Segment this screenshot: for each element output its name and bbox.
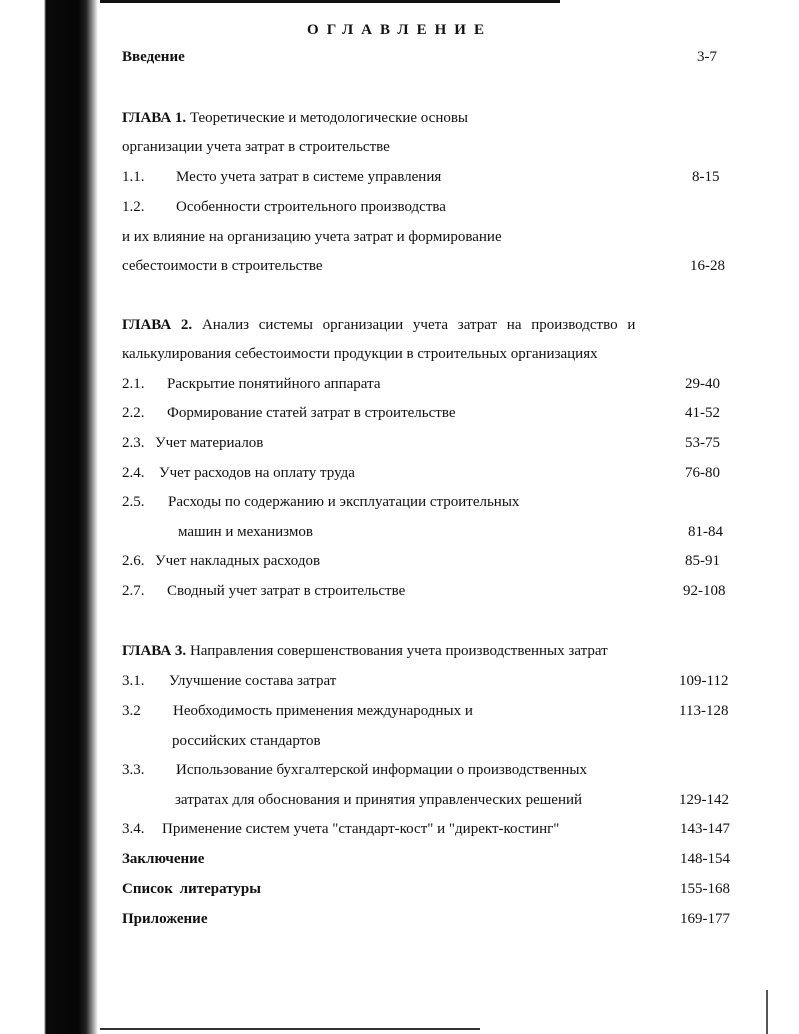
entry-number: 3.1. [122, 673, 145, 689]
entry-number: 2.1. [122, 376, 145, 392]
entry-2-7-pages: 92-108 [683, 583, 726, 599]
intro-pages: 3-7 [697, 49, 717, 65]
scan-right-mark [766, 990, 768, 1034]
toc-entry-2-7 [122, 583, 405, 600]
appendix-label: Приложение [122, 911, 208, 927]
entry-text-line1: Использование бухгалтерской информации о производственных [176, 762, 587, 778]
entry-2-6-pages: 85-91 [685, 553, 720, 569]
entry-2-4-pages: 76-80 [685, 465, 720, 481]
entry-number: 1.2. [122, 199, 145, 215]
entry-number: 3.4. [122, 821, 145, 837]
toc-entry-3-1 [122, 673, 336, 690]
toc-entry-2-5 [122, 494, 519, 511]
chapter1-heading [122, 110, 468, 127]
entry-text: Улучшение состава затрат [169, 673, 337, 689]
entry-number: 1.1. [122, 169, 145, 185]
entry-3-1-pages: 109-112 [679, 673, 729, 689]
chapter2-heading [122, 317, 635, 334]
entry-text-line1: Расходы по содержанию и эксплуатации строительных [168, 494, 520, 510]
entry-number: 2.4. [122, 465, 145, 481]
entry-number: 3.3. [122, 762, 145, 778]
toc-entry-3-4 [122, 821, 559, 838]
entry-2-3-pages: 53-75 [685, 435, 720, 451]
references-pages: 155-168 [680, 881, 730, 897]
entry-3-2-pages: 113-128 [679, 703, 729, 719]
chapter1-label: ГЛАВА 1. [122, 110, 187, 126]
entry-number: 3.2 [122, 703, 141, 719]
entry-number: 2.3. [122, 435, 145, 451]
conclusion-label: Заключение [122, 851, 205, 867]
chapter1-title-line1: Теоретические и методологические основы [189, 110, 469, 126]
toc-entry-2-6 [122, 553, 320, 570]
entry-text: Применение систем учета "стандарт-кост" и "директ-костинг" [162, 821, 560, 837]
entry-text: Учет накладных расходов [155, 553, 321, 569]
chapter2-label: ГЛАВА 2. [122, 317, 193, 333]
entry-text: Место учета затрат в системе управления [176, 169, 442, 185]
entry-text: Раскрытие понятийного аппарата [167, 376, 381, 392]
entry-text-line1: Необходимость применения международных и [173, 703, 473, 719]
toc-entry-2-3 [122, 435, 263, 452]
page-title: ОГЛАВЛЕНИЕ [307, 22, 492, 38]
appendix-pages: 169-177 [680, 911, 730, 927]
toc-entry-2-2 [122, 405, 455, 422]
entry-3-4-pages: 143-147 [680, 821, 730, 837]
toc-entry-2-1 [122, 376, 380, 393]
toc-entry-3-2 [122, 703, 473, 720]
entry-2-1-pages: 29-40 [685, 376, 720, 392]
chapter2-title-line1: Анализ системы организации учета затрат на производство и [201, 317, 636, 333]
entry-3-2-text-line2: российских стандартов [172, 733, 321, 749]
entry-2-2-pages: 41-52 [685, 405, 720, 421]
chapter3-heading [122, 643, 608, 660]
scan-top-line [100, 0, 560, 3]
intro-label: Введение [122, 49, 185, 65]
entry-2-5-text-line2: машин и механизмов [178, 524, 313, 540]
chapter3-label: ГЛАВА 3. [122, 643, 187, 659]
chapter1-title-line2: организации учета затрат в строительстве [122, 139, 390, 155]
entry-1-2-text-line2: и их влияние на организацию учета затрат и формирование [122, 229, 502, 245]
toc-entry-2-4 [122, 465, 355, 482]
entry-text-line1: Особенности строительного производства [176, 199, 446, 215]
entry-1-1-pages: 8-15 [692, 169, 720, 185]
toc-entry-3-3 [122, 762, 587, 779]
entry-text: Формирование статей затрат в строительстве [167, 405, 456, 421]
entry-1-2-pages: 16-28 [690, 258, 725, 274]
toc-entry-1-1 [122, 169, 441, 186]
entry-number: 2.5. [122, 494, 145, 510]
entry-number: 2.2. [122, 405, 145, 421]
entry-2-5-pages: 81-84 [688, 524, 723, 540]
entry-1-2-text-line3: себестоимости в строительстве [122, 258, 323, 274]
chapter3-title-line1: Направления совершенствования учета производственных затрат [189, 643, 608, 659]
scan-shadow [0, 0, 98, 1034]
entry-text: Учет материалов [155, 435, 264, 451]
entry-number: 2.7. [122, 583, 145, 599]
scan-bottom-line [100, 1028, 480, 1030]
entry-text: Учет расходов на оплату труда [159, 465, 355, 481]
entry-number: 2.6. [122, 553, 145, 569]
conclusion-pages: 148-154 [680, 851, 730, 867]
entry-3-3-pages: 129-142 [679, 792, 729, 808]
entry-3-3-text-line2: затратах для обоснования и принятия управленческих решений [175, 792, 583, 808]
chapter2-title-line2: калькулирования себестоимости продукции в строительных организациях [122, 346, 598, 362]
references-label: Список литературы [122, 881, 261, 897]
toc-entry-1-2 [122, 199, 446, 216]
entry-text: Сводный учет затрат в строительстве [167, 583, 406, 599]
